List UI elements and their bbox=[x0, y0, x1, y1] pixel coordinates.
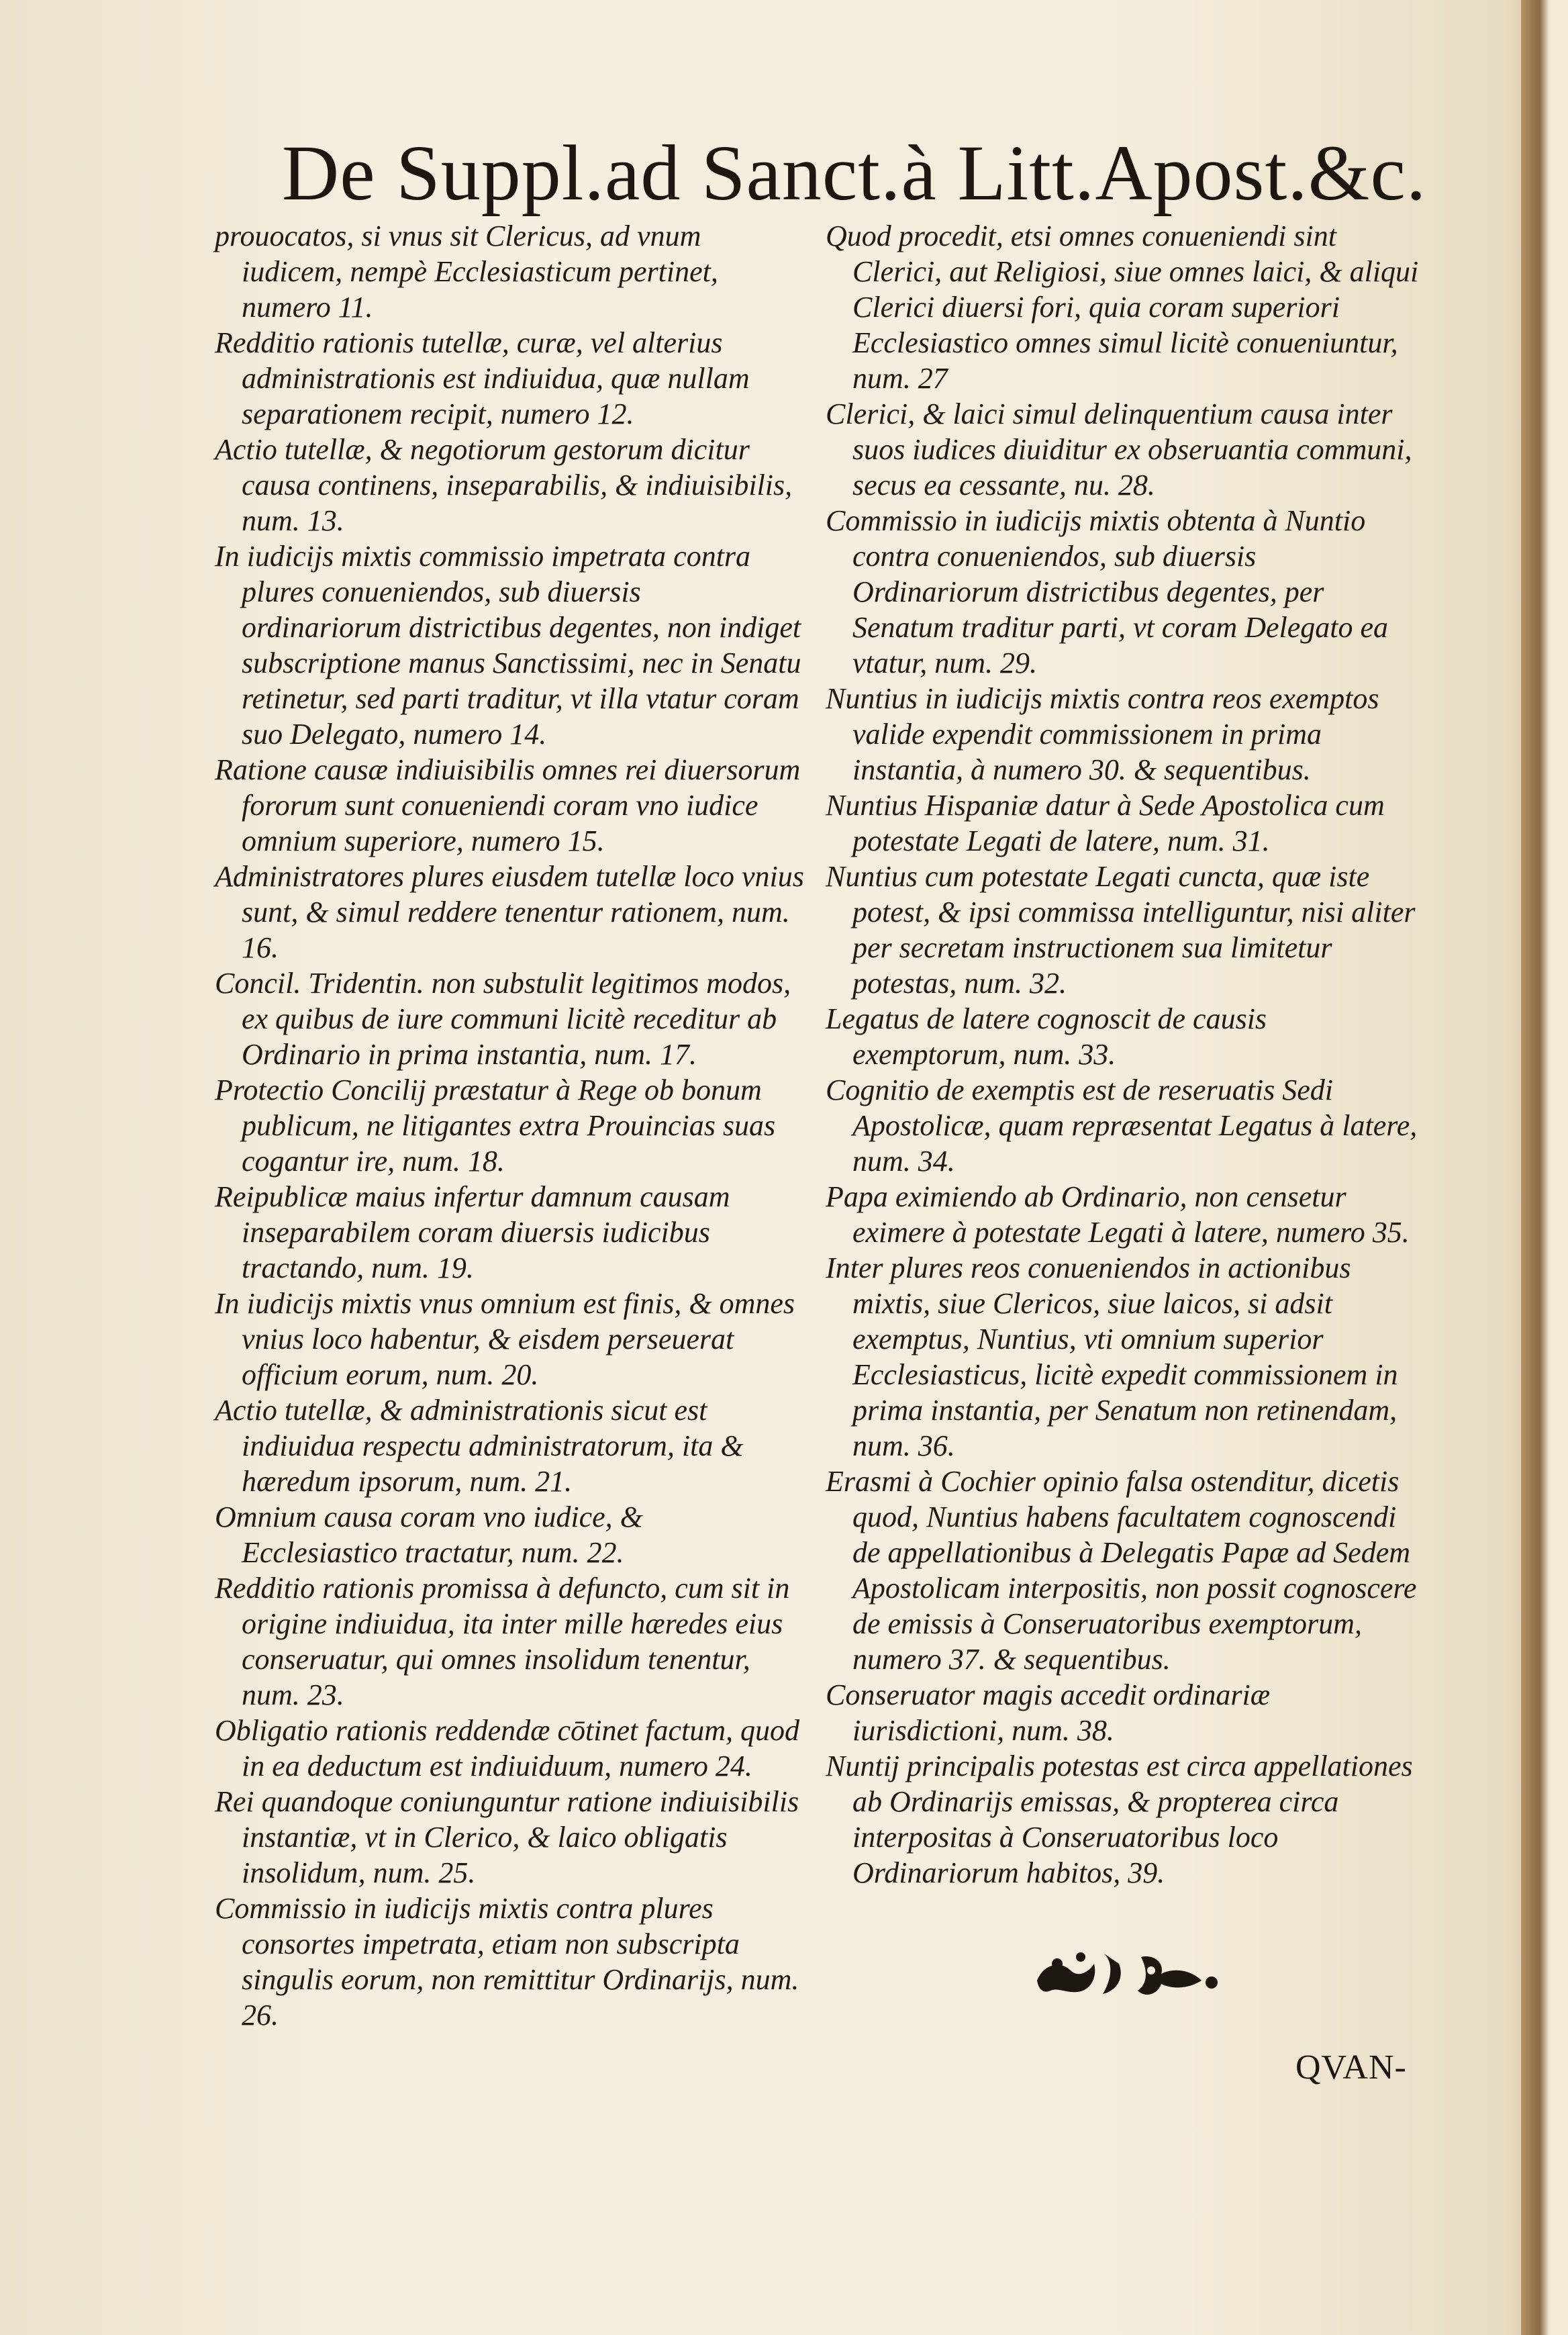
index-entry: Omnium causa coram vno iudice, & Ecclesiastico tractatur, num. 22. bbox=[215, 1500, 643, 1569]
index-entry: Papa eximiendo ab Ordinario, non censetur eximere à potestate Legati à latere, numero 35. bbox=[826, 1180, 1410, 1249]
running-header: De Suppl.ad Sanct.à Litt.Apost.&c. bbox=[282, 129, 1427, 217]
index-column-right bbox=[826, 218, 1423, 1891]
index-entry: Quod procedit, etsi omnes conueniendi sint Clerici, aut Religiosi, siue omnes laici, & aliqui Clerici diuersi fori, quia coram superiori Ecclesiastico omnes simul licitè conueniuntur, num. 27 bbox=[826, 220, 1419, 395]
index-entry: Ratione causæ indiuisibilis omnes rei diuersorum fororum sunt conueniendi coram vno iudice omnium superiore, numero 15. bbox=[215, 753, 801, 857]
index-entry: Administratores plures eiusdem tutellæ loco vnius sunt, & simul reddere tenentur rationem, num. 16. bbox=[215, 860, 804, 964]
index-entry: Clerici, & laici simul delinquentium causa inter suos iudices diuiditur ex obseruantia communi, secus ea cessante, nu. 28. bbox=[826, 397, 1412, 502]
index-entry: Commissio in iudicijs mixtis obtenta à Nuntio contra conueniendos, sub diuersis Ordinariorum districtibus degentes, per Senatum traditur parti, vt coram Delegato ea vtatur, num. 29. bbox=[826, 504, 1389, 679]
index-entry: Nuntius in iudicijs mixtis contra reos exemptos valide expendit commissionem in prima instantia, à numero 30. & sequentibus. bbox=[826, 682, 1379, 786]
index-entry: Commissio in iudicijs mixtis contra plures consortes impetrata, etiam non subscripta singulis eorum, non remittitur Ordinarijs, num. 26. bbox=[215, 1892, 799, 2032]
index-entry: Erasmi à Cochier opinio falsa ostenditur, dicetis quod, Nuntius habens facultatem cognoscendi de appellationibus à Delegatis Papæ ad Sedem Apostolicam interpositis, non possit cognoscere de emissis à Conseruatoribus exemptorum, numero 37. & sequentibus. bbox=[826, 1465, 1417, 1676]
index-entry: Nuntius Hispaniæ datur à Sede Apostolica cum potestate Legati de latere, num. 31. bbox=[826, 789, 1385, 857]
index-entry: Nuntius cum potestate Legati cuncta, quæ iste potest, & ipsi commissa intelliguntur, nisi aliter per secretam instructionem sua limitetur potestas, num. 32. bbox=[826, 860, 1416, 1000]
index-entry: Reipublicæ maius infertur damnum causam inseparabilem coram diuersis iudicibus tractando, num. 19. bbox=[215, 1180, 730, 1284]
index-entry: Obligatio rationis reddendæ cōtinet factum, quod in ea deductum est indiuiduum, numero 24. bbox=[215, 1714, 799, 1782]
index-entry: In iudicijs mixtis vnus omnium est finis, & omnes vnius loco habentur, & eisdem perseuerat officium eorum, num. 20. bbox=[215, 1287, 795, 1391]
index-entry: Legatus de latere cognoscit de causis exemptorum, num. 33. bbox=[826, 1002, 1267, 1071]
index-entry: Redditio rationis promissa à defuncto, cum sit in origine indiuidua, ita inter mille hæredes eius conseruatur, qui omnes insolidum tenentur, num. 23. bbox=[215, 1572, 790, 1711]
fleuron-ornament-icon bbox=[1030, 1944, 1225, 2004]
page-edge-shadow bbox=[1521, 0, 1568, 2335]
index-entry: Concil. Tridentin. non substulit legitimos modos, ex quibus de iure communi licitè receditur ab Ordinario in prima instantia, num. 17. bbox=[215, 967, 791, 1071]
index-column-left bbox=[215, 218, 805, 2033]
index-entry: Actio tutellæ, & negotiorum gestorum dicitur causa continens, inseparabilis, & indiuisibilis, num. 13. bbox=[215, 433, 793, 537]
index-entry: Protectio Concilij præstatur à Rege ob bonum publicum, ne litigantes extra Prouincias suas cogantur ire, num. 18. bbox=[215, 1074, 776, 1178]
index-entry: Nuntij principalis potestas est circa appellationes ab Ordinarijs emissas, & propterea circa interpositas à Conseruatoribus loco Ordinariorum habitos, 39. bbox=[826, 1750, 1413, 1889]
index-entry: Rei quandoque coniunguntur ratione indiuisibilis instantiæ, vt in Clerico, & laico obligatis insolidum, num. 25. bbox=[215, 1785, 799, 1889]
index-entry: Cognitio de exemptis est de reseruatis Sedi Apostolicæ, quam repræsentat Legatus à latere, num. 34. bbox=[826, 1074, 1418, 1178]
index-entry: Inter plures reos conueniendos in actionibus mixtis, siue Clericos, siue laicos, si adsit exemptus, Nuntius, vti omnium superior Ecclesiasticus, licitè expedit commissionem in prima instantia, per Senatum non retinendam, num. 36. bbox=[826, 1251, 1398, 1462]
index-entry: prouocatos, si vnus sit Clericus, ad vnum iudicem, nempè Ecclesiasticum pertinet, numero 11. bbox=[215, 220, 718, 324]
catchword: QVAN- bbox=[1295, 2048, 1407, 2087]
index-entry: In iudicijs mixtis commissio impetrata contra plures conueniendos, sub diuersis ordinariorum districtibus degentes, non indiget subscriptione manus Sanctissimi, nec in Senatu retinetur, sed parti traditur, vt illa vtatur coram suo Delegato, numero 14. bbox=[215, 540, 801, 751]
index-entry: Actio tutellæ, & administrationis sicut est indiuidua respectu administratorum, ita & hæredum ipsorum, num. 21. bbox=[215, 1394, 744, 1498]
index-entry: Redditio rationis tutellæ, curæ, vel alterius administrationis est indiuidua, quæ nullam separationem recipit, numero 12. bbox=[215, 326, 750, 430]
index-entry: Conseruator magis accedit ordinariæ iurisdictioni, num. 38. bbox=[826, 1678, 1271, 1747]
